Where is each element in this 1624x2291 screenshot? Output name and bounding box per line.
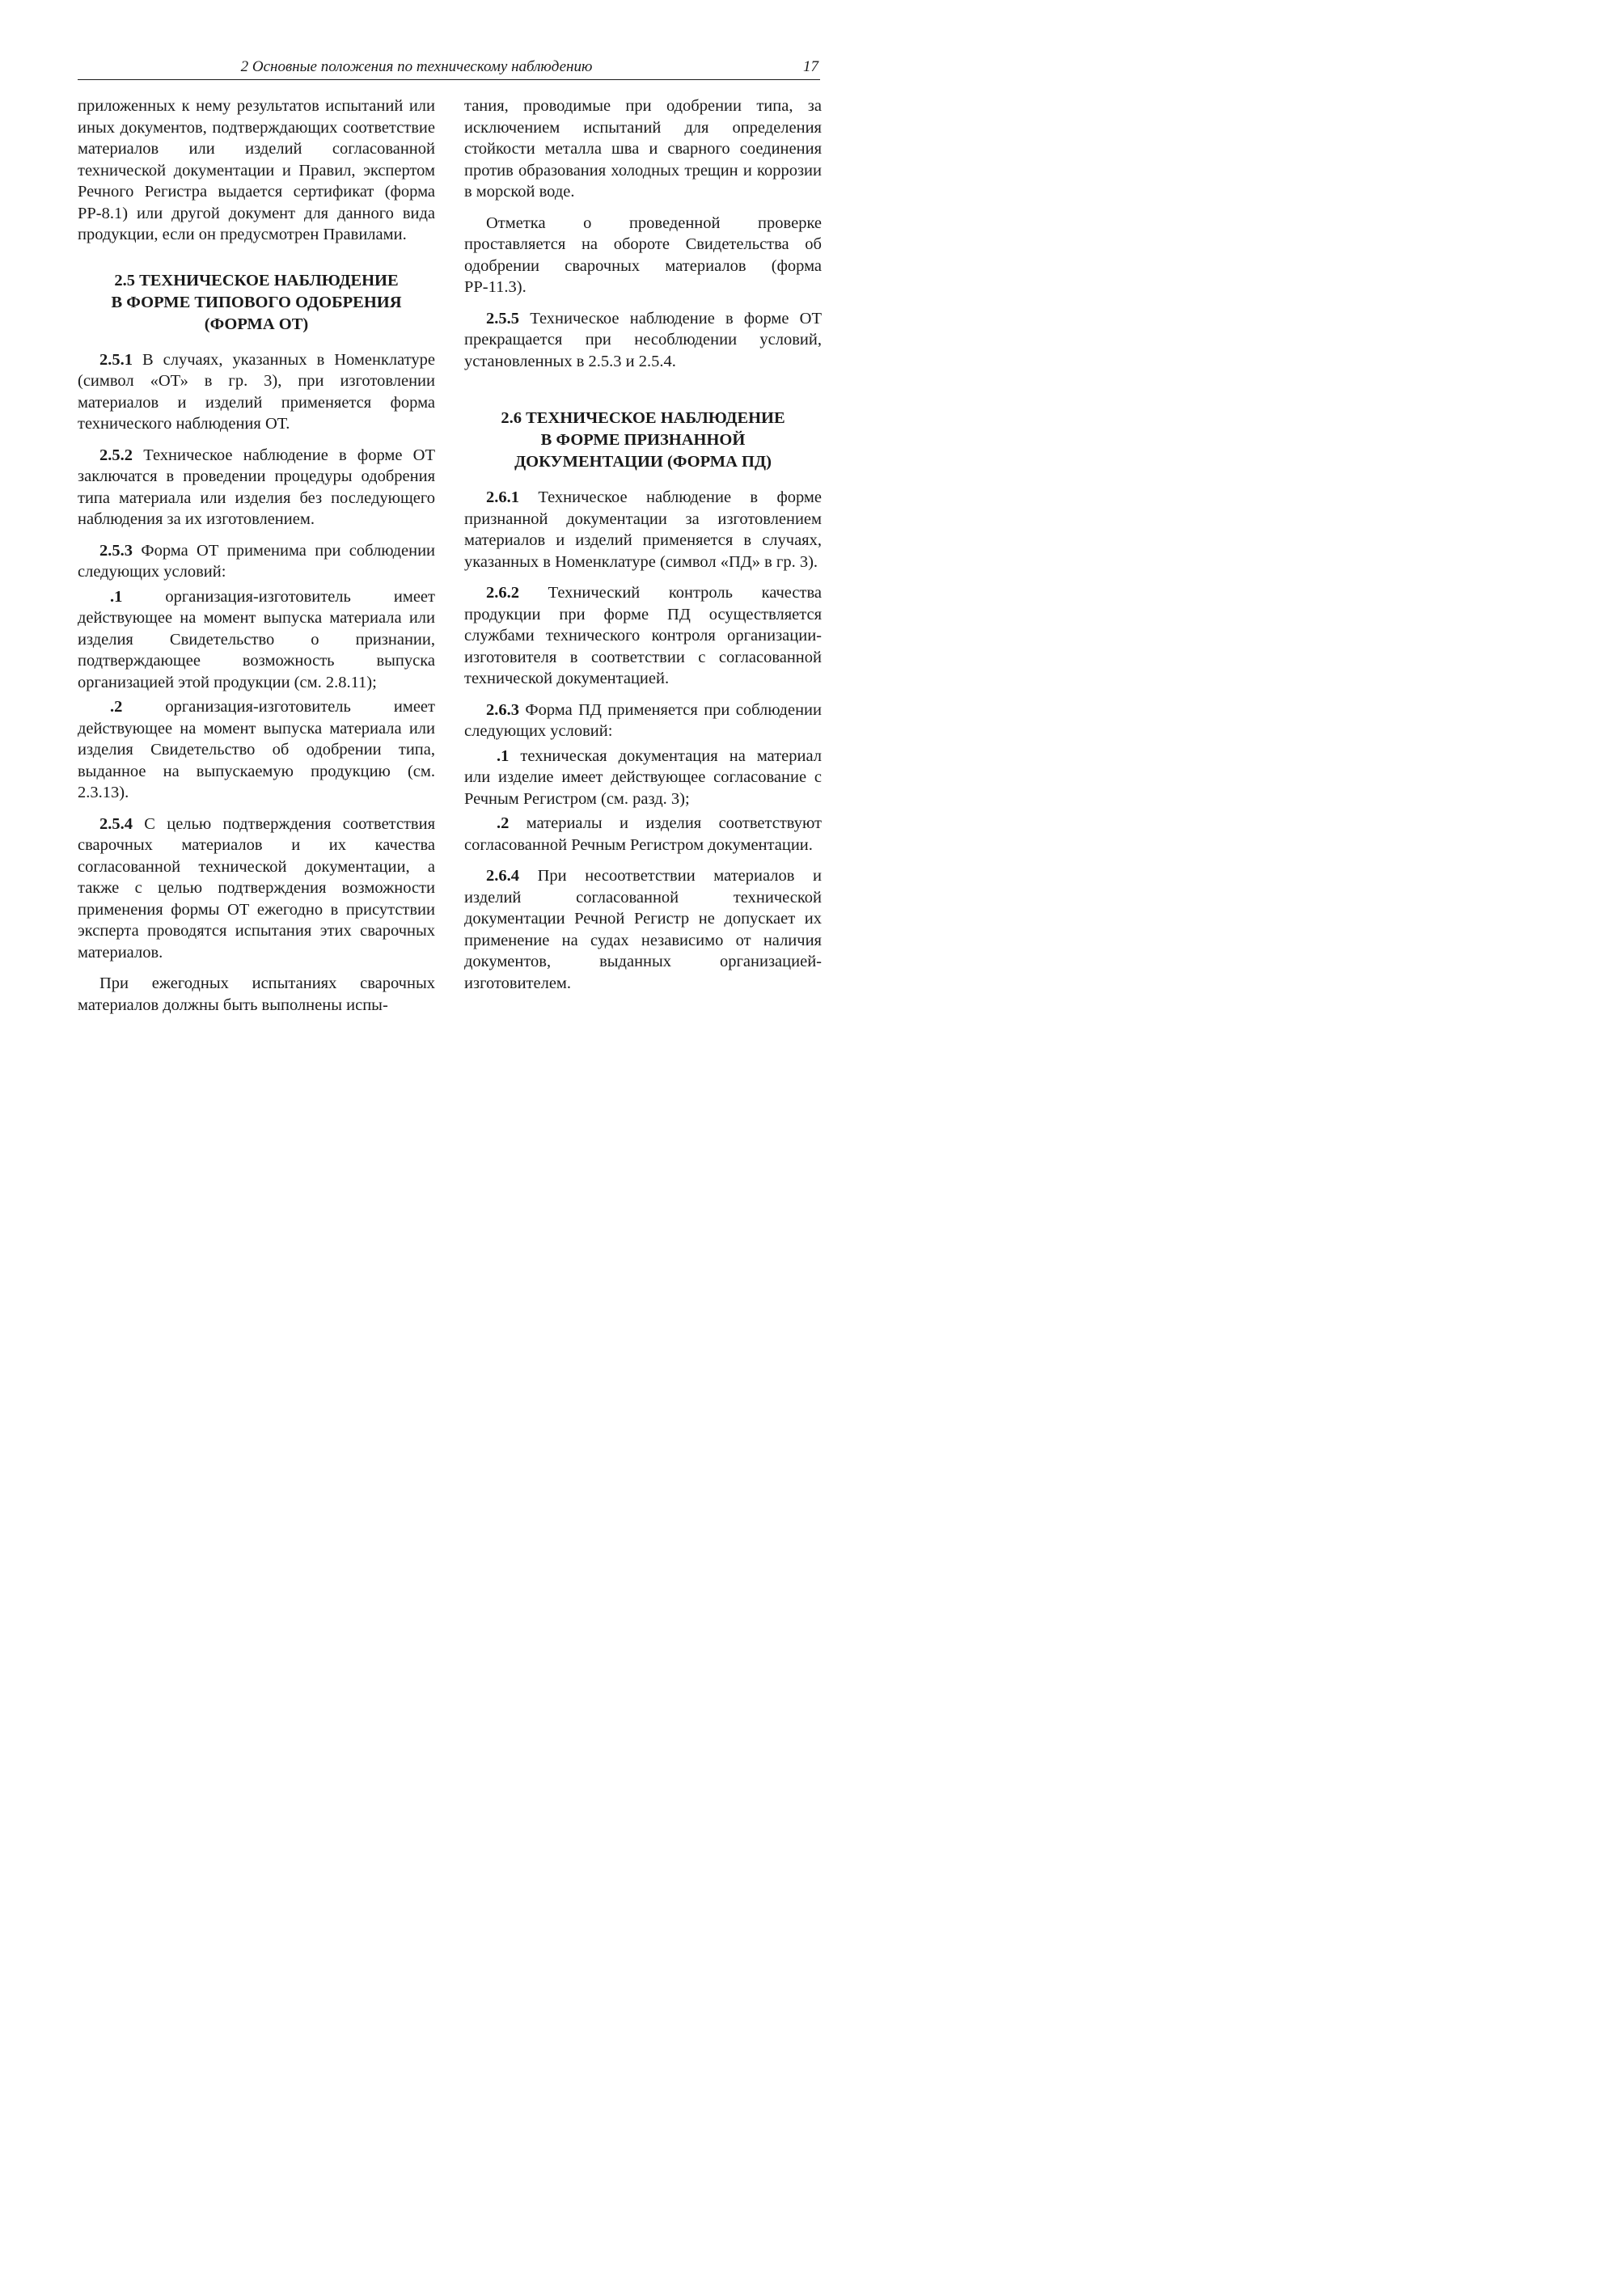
clause-text: Техническое наблюдение в форме признанной документации за изготовлением материалов и изделий применяется в случаях, указанных в Номенклатуре (символ «ПД» в гр. 3).: [464, 488, 822, 571]
clause-2-6-4: [464, 865, 822, 994]
section-heading-2-6: [464, 408, 822, 473]
clause-text: Техническое наблюдение в форме ОТ прекращается при несоблюдении условий, установленных в 2.5.3 и 2.5.4.: [464, 309, 822, 370]
clause-2-5-4: [78, 814, 435, 964]
heading-line: (ФОРМА ОТ): [204, 315, 309, 333]
clause-text: С целью подтверждения соответствия сварочных материалов и их качества согласованной технической документации, а также с целью подтверждения возможности применения формы ОТ ежегодно в присутствии эксперта проводятся испытания этих сварочных материалов.: [78, 814, 436, 962]
clause-number: 2.5.3: [99, 541, 133, 560]
item-number: .1: [497, 746, 510, 765]
running-header: [78, 57, 820, 80]
clause-number: 2.6.1: [486, 488, 519, 506]
paragraph-annual-tests: При ежегодных испытаниях сварочных материалов должны быть выполнены испы-: [78, 974, 435, 1014]
list-item-2: [464, 813, 822, 856]
item-number: .2: [497, 814, 510, 832]
list-item-1: [78, 586, 435, 694]
heading-line: 2.5 ТЕХНИЧЕСКОЕ НАБЛЮДЕНИЕ: [114, 271, 399, 290]
item-number: .1: [110, 587, 123, 606]
paragraph-continuation: тания, проводимые при одобрении типа, за исключением испытаний для определения стойкости металла шва и сварного соединения против образования холодных трещин и коррозии в морской воде.: [464, 97, 822, 201]
clause-number: 2.6.4: [486, 867, 519, 885]
clause-2-5-1: [78, 349, 435, 435]
heading-line: 2.6 ТЕХНИЧЕСКОЕ НАБЛЮДЕНИЕ: [501, 409, 785, 427]
clause-2-6-3: [464, 700, 822, 742]
clause-number: 2.6.3: [486, 700, 519, 719]
clause-text: При несоответствии материалов и изделий согласованной технической документации Речной Регистр не допускает их применение на судах независимо от наличия документов, выданных организацией-изготовителем.: [464, 867, 823, 992]
paragraph-continuation: приложенных к нему результатов испытаний или иных документов, подтверждающих соответствие материалов или изделий согласованной технической документации и Правил, экспертом Речного Регистра выдается сертификат (форма РР-8.1) или другой документ для данного вида продукции, если он предусмотрен Правилами.: [78, 97, 435, 243]
clause-2-5-2: [78, 445, 435, 530]
page-number: 17: [803, 58, 818, 75]
clause-text: Форма ПД применяется при соблюдении следующих условий:: [464, 700, 823, 740]
running-header-title: 2 Основные положения по техническому наблюдению: [240, 58, 593, 75]
heading-line: ДОКУМЕНТАЦИИ (ФОРМА ПД): [514, 453, 772, 471]
clause-2-6-2: [464, 582, 822, 690]
list-item-1: [464, 746, 822, 810]
clause-number: 2.6.2: [486, 584, 519, 602]
clause-text: Техническое наблюдение в форме ОТ заключатся в проведении процедуры одобрения типа материала или изделия без последующего наблюдения за их изготовлением.: [78, 446, 435, 528]
clause-number: 2.5.4: [99, 814, 133, 833]
item-text: техническая документация на материал или изделие имеет действующее согласование с Речным Регистром (см. разд. 3);: [464, 746, 823, 808]
list-item-2: [78, 696, 435, 804]
right-column: [464, 95, 822, 1004]
clause-2-5-5: [464, 308, 822, 373]
clause-number: 2.5.2: [99, 446, 133, 464]
clause-2-6-1: [464, 487, 822, 573]
item-number: .2: [110, 698, 123, 716]
item-text: материалы и изделия соответствуют согласованной Речным Регистром документации.: [464, 814, 823, 854]
clause-text: Технический контроль качества продукции при форме ПД осуществляется службами технического контроля организации-изготовителя в соответствии с согласованной технической документацией.: [464, 584, 822, 687]
item-text: организация-изготовитель имеет действующее на момент выпуска материала или изделия Свидетельство о признании, подтверждающее возможность выпуска организацией этой продукции (см. 2.8.11);: [78, 587, 435, 691]
left-column: [78, 95, 435, 1025]
clause-text: В случаях, указанных в Номенклатуре (символ «ОТ» в гр. 3), при изготовлении материалов и изделий применяется форма технического наблюдения ОТ.: [78, 350, 436, 433]
heading-line: В ФОРМЕ ПРИЗНАННОЙ: [540, 431, 746, 449]
clause-text: Форма ОТ применима при соблюдении следующих условий:: [78, 541, 436, 581]
section-heading-2-5: [78, 270, 435, 336]
clause-number: 2.5.5: [486, 309, 519, 328]
clause-number: 2.5.1: [99, 350, 133, 369]
heading-line: В ФОРМЕ ТИПОВОГО ОДОБРЕНИЯ: [111, 293, 402, 311]
paragraph-mark: Отметка о проведенной проверке проставляется на обороте Свидетельства об одобрении сварочных материалов (форма РР-11.3).: [464, 213, 822, 296]
item-text: организация-изготовитель имеет действующее на момент выпуска материала или изделия Свидетельство об одобрении типа, выданное на выпускаемую продукцию (см. 2.3.13).: [78, 698, 435, 801]
clause-2-5-3: [78, 540, 435, 583]
